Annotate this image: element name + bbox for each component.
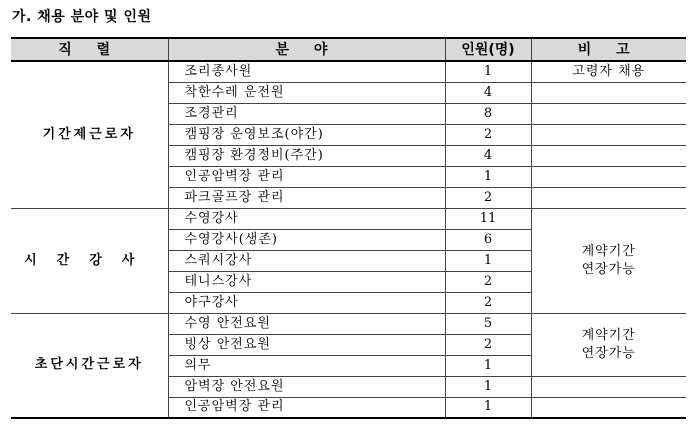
table-row [11, 313, 686, 334]
field-cell: 야구강사 [168, 292, 445, 313]
count-cell: 8 [445, 103, 531, 124]
count-cell: 2 [445, 271, 531, 292]
note-cell [531, 124, 686, 145]
header-field: 분 야 [168, 38, 445, 61]
note-cell [531, 397, 686, 418]
note-cell [531, 82, 686, 103]
note-cell [531, 376, 686, 397]
count-cell: 2 [445, 187, 531, 208]
note-cell [531, 145, 686, 166]
note-cell [531, 103, 686, 124]
note-line: 계약기간 [581, 327, 636, 343]
table-row [11, 208, 686, 229]
count-cell: 2 [445, 334, 531, 355]
header-count: 인원(명) [445, 38, 531, 61]
note-cell-merged [531, 313, 686, 376]
field-cell: 암벽장 안전요원 [168, 376, 445, 397]
note-cell-merged [531, 208, 686, 313]
header-row [11, 38, 686, 61]
field-cell: 인공암벽장 관리 [168, 166, 445, 187]
count-cell: 1 [445, 376, 531, 397]
field-cell: 수영 안전요원 [168, 313, 445, 334]
section-heading: 가. 채용 분야 및 인원 [12, 9, 152, 25]
field-cell: 조리종사원 [168, 61, 445, 82]
field-cell: 수영강사(생존) [168, 229, 445, 250]
table-row [11, 61, 686, 82]
field-cell: 조경관리 [168, 103, 445, 124]
note-line: 연장가능 [581, 345, 636, 361]
field-cell: 인공암벽장 관리 [168, 397, 445, 418]
count-cell: 1 [445, 166, 531, 187]
count-cell: 1 [445, 355, 531, 376]
count-cell: 1 [445, 61, 531, 82]
count-cell: 2 [445, 292, 531, 313]
count-cell: 1 [445, 397, 531, 418]
count-cell: 4 [445, 145, 531, 166]
recruitment-table [11, 37, 686, 419]
note-cell: 고령자 채용 [531, 61, 686, 82]
field-cell: 파크골프장 관리 [168, 187, 445, 208]
count-cell: 2 [445, 124, 531, 145]
count-cell: 4 [445, 82, 531, 103]
field-cell: 빙상 안전요원 [168, 334, 445, 355]
count-cell: 1 [445, 250, 531, 271]
field-cell: 의무 [168, 355, 445, 376]
header-note: 비 고 [531, 38, 686, 61]
field-cell: 캠핑장 운영보조(야간) [168, 124, 445, 145]
field-cell: 테니스강사 [168, 271, 445, 292]
count-cell: 11 [445, 208, 531, 229]
note-line: 계약기간 [581, 243, 636, 259]
job-cell-ultra-short: 초단시간근로자 [11, 313, 168, 418]
field-cell: 착한수레 운전원 [168, 82, 445, 103]
note-cell [531, 187, 686, 208]
job-cell-lecturer: 시간강사 [11, 208, 168, 313]
field-cell: 캠핑장 환경정비(주간) [168, 145, 445, 166]
field-cell: 스쿼시강사 [168, 250, 445, 271]
note-cell [531, 166, 686, 187]
field-cell: 수영강사 [168, 208, 445, 229]
count-cell: 5 [445, 313, 531, 334]
note-line: 연장가능 [581, 261, 636, 277]
job-cell-part-time: 기간제근로자 [11, 61, 168, 208]
header-job: 직 렬 [11, 38, 168, 61]
count-cell: 6 [445, 229, 531, 250]
